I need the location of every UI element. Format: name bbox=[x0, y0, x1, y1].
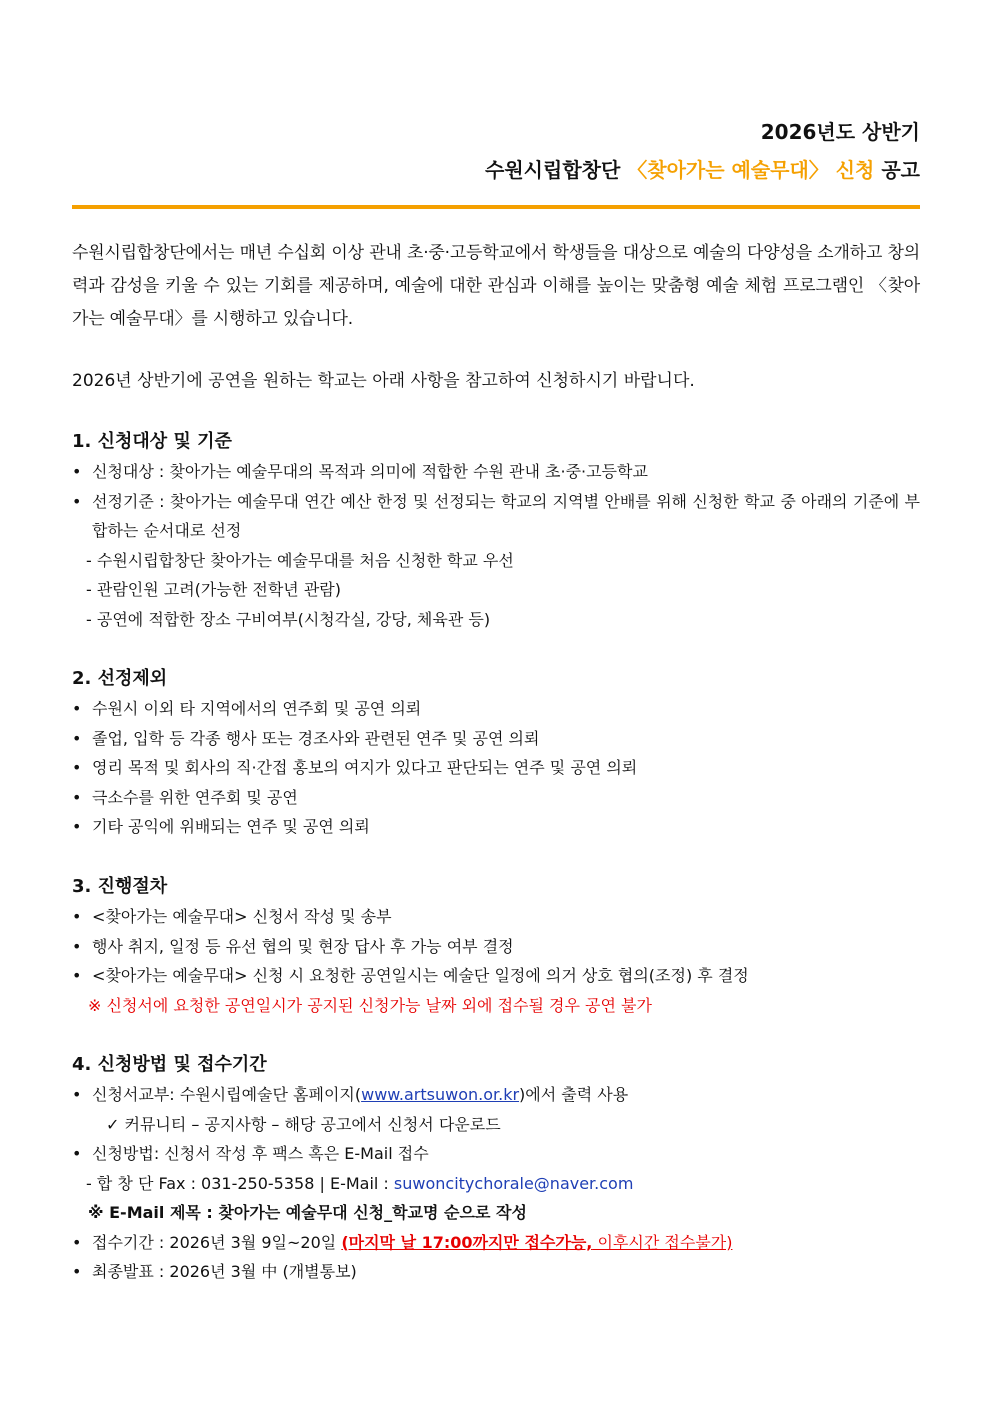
section-heading: 4. 신청방법 및 접수기간 bbox=[72, 1054, 267, 1075]
deadline-warning: (마지막 날 17:00까지만 접수가능, bbox=[341, 1232, 593, 1252]
list-item: • 최종발표 : 2026년 3월 中 (개별통보) bbox=[72, 1257, 920, 1287]
section-heading: 3. 진행절차 bbox=[72, 876, 168, 897]
list-item: • 수원시 이외 타 지역에서의 연주회 및 공연 의뢰 bbox=[72, 694, 920, 724]
contact-line bbox=[72, 1169, 920, 1199]
list-item: • 졸업, 입학 등 각종 행사 또는 경조사와 관련된 연주 및 공연 의뢰 bbox=[72, 724, 920, 754]
section-procedure bbox=[72, 872, 920, 1020]
sub-item: - 공연에 적합한 장소 구비여부(시청각실, 강당, 체육관 등) bbox=[86, 609, 491, 629]
period-text: 접수기간 : 2026년 3월 9일~20일 bbox=[92, 1232, 342, 1252]
list-item: • <찾아가는 예술무대> 신청 시 요청한 공연일시는 예술단 일정에 의거 상호 협의(조정) 후 결정 bbox=[72, 961, 920, 991]
list-item: • <찾아가는 예술무대> 신청서 작성 및 송부 bbox=[72, 902, 920, 932]
section-application bbox=[72, 1050, 920, 1287]
check-item: ✓ 커뮤니티 – 공지사항 – 해당 공고에서 신청서 다운로드 bbox=[106, 1114, 501, 1134]
title-line-1: 2026년도 상반기 bbox=[760, 120, 920, 144]
intro-paragraph-2: 2026년 상반기에 공연을 원하는 학교는 아래 사항을 참고하여 신청하시기 바랍니다. bbox=[72, 371, 695, 391]
list-item: • 영리 목적 및 회사의 직·간접 홍보의 여지가 있다고 판단되는 연주 및 공연 의뢰 bbox=[72, 753, 920, 783]
sub-item: - 관람인원 고려(가능한 전학년 관람) bbox=[86, 580, 341, 599]
title-org: 수원시립합창단 bbox=[485, 158, 628, 182]
title-divider bbox=[72, 205, 920, 209]
document-title bbox=[485, 116, 920, 186]
sub-item: - 수원시립합창단 찾아가는 예술무대를 처음 신청한 학교 우선 bbox=[86, 550, 514, 570]
title-line-2 bbox=[485, 154, 920, 186]
section-eligibility bbox=[72, 427, 920, 634]
contact-text: - 합 창 단 Fax : 031-250-5358 | E-Mail : bbox=[86, 1173, 394, 1193]
list-item bbox=[72, 1228, 920, 1258]
list-item: • 극소수를 위한 연주회 및 공연 bbox=[72, 783, 920, 813]
list-item: • 기타 공익에 위배되는 연주 및 공연 의뢰 bbox=[72, 812, 920, 842]
section-heading: 1. 신청대상 및 기준 bbox=[72, 431, 232, 452]
list-item: • 선정기준 : 찾아가는 예술무대 연간 예산 한정 및 선정되는 학교의 지역별 안배를 위해 신청한 학교 중 아래의 기준에 부합하는 순서대로 선정 bbox=[72, 487, 920, 546]
list-item bbox=[72, 1080, 920, 1110]
email-subject-note: ※ E-Mail 제목 : 찾아가는 예술무대 신청_학교명 순으로 작성 bbox=[88, 1203, 527, 1222]
title-program: 〈찾아가는 예술무대〉 신청 bbox=[627, 158, 875, 182]
form-text: 신청서교부: 수원시립예술단 홈페이지( bbox=[92, 1085, 362, 1104]
list-item: • 신청대상 : 찾아가는 예술무대의 목적과 의미에 적합한 수원 관내 초·중·고등학교 bbox=[72, 457, 920, 487]
procedure-note: ※ 신청서에 요청한 공연일시가 공지된 신청가능 날짜 외에 접수될 경우 공연 불가 bbox=[88, 995, 652, 1015]
form-text-end: )에서 출력 사용 bbox=[519, 1085, 629, 1104]
list-item: • 행사 취지, 일정 등 유선 협의 및 현장 답사 후 가능 여부 결정 bbox=[72, 932, 920, 962]
section-heading: 2. 선정제외 bbox=[72, 668, 168, 689]
deadline-warning-rest: 이후시간 접수불가) bbox=[592, 1232, 733, 1252]
section-exclusions bbox=[72, 664, 920, 842]
email-link[interactable]: suwoncitychorale@naver.com bbox=[393, 1173, 634, 1193]
list-item: • 신청방법: 신청서 작성 후 팩스 혹은 E-Mail 접수 bbox=[72, 1139, 920, 1169]
intro-paragraph: 수원시립합창단에서는 매년 수십회 이상 관내 초·중·고등학교에서 학생들을 대상으로 예술의 다양성을 소개하고 창의력과 감성을 키울 수 있는 기회를 제공하며, 예술에 대한 관심과 이해를 높이는 맞춤형 예술 체험 프로그램인 〈찾아가는 예술무대〉를 시행하고 있습니다. bbox=[72, 243, 920, 329]
homepage-link[interactable]: www.artsuwon.or.kr bbox=[361, 1085, 520, 1104]
title-suffix: 공고 bbox=[874, 158, 920, 182]
